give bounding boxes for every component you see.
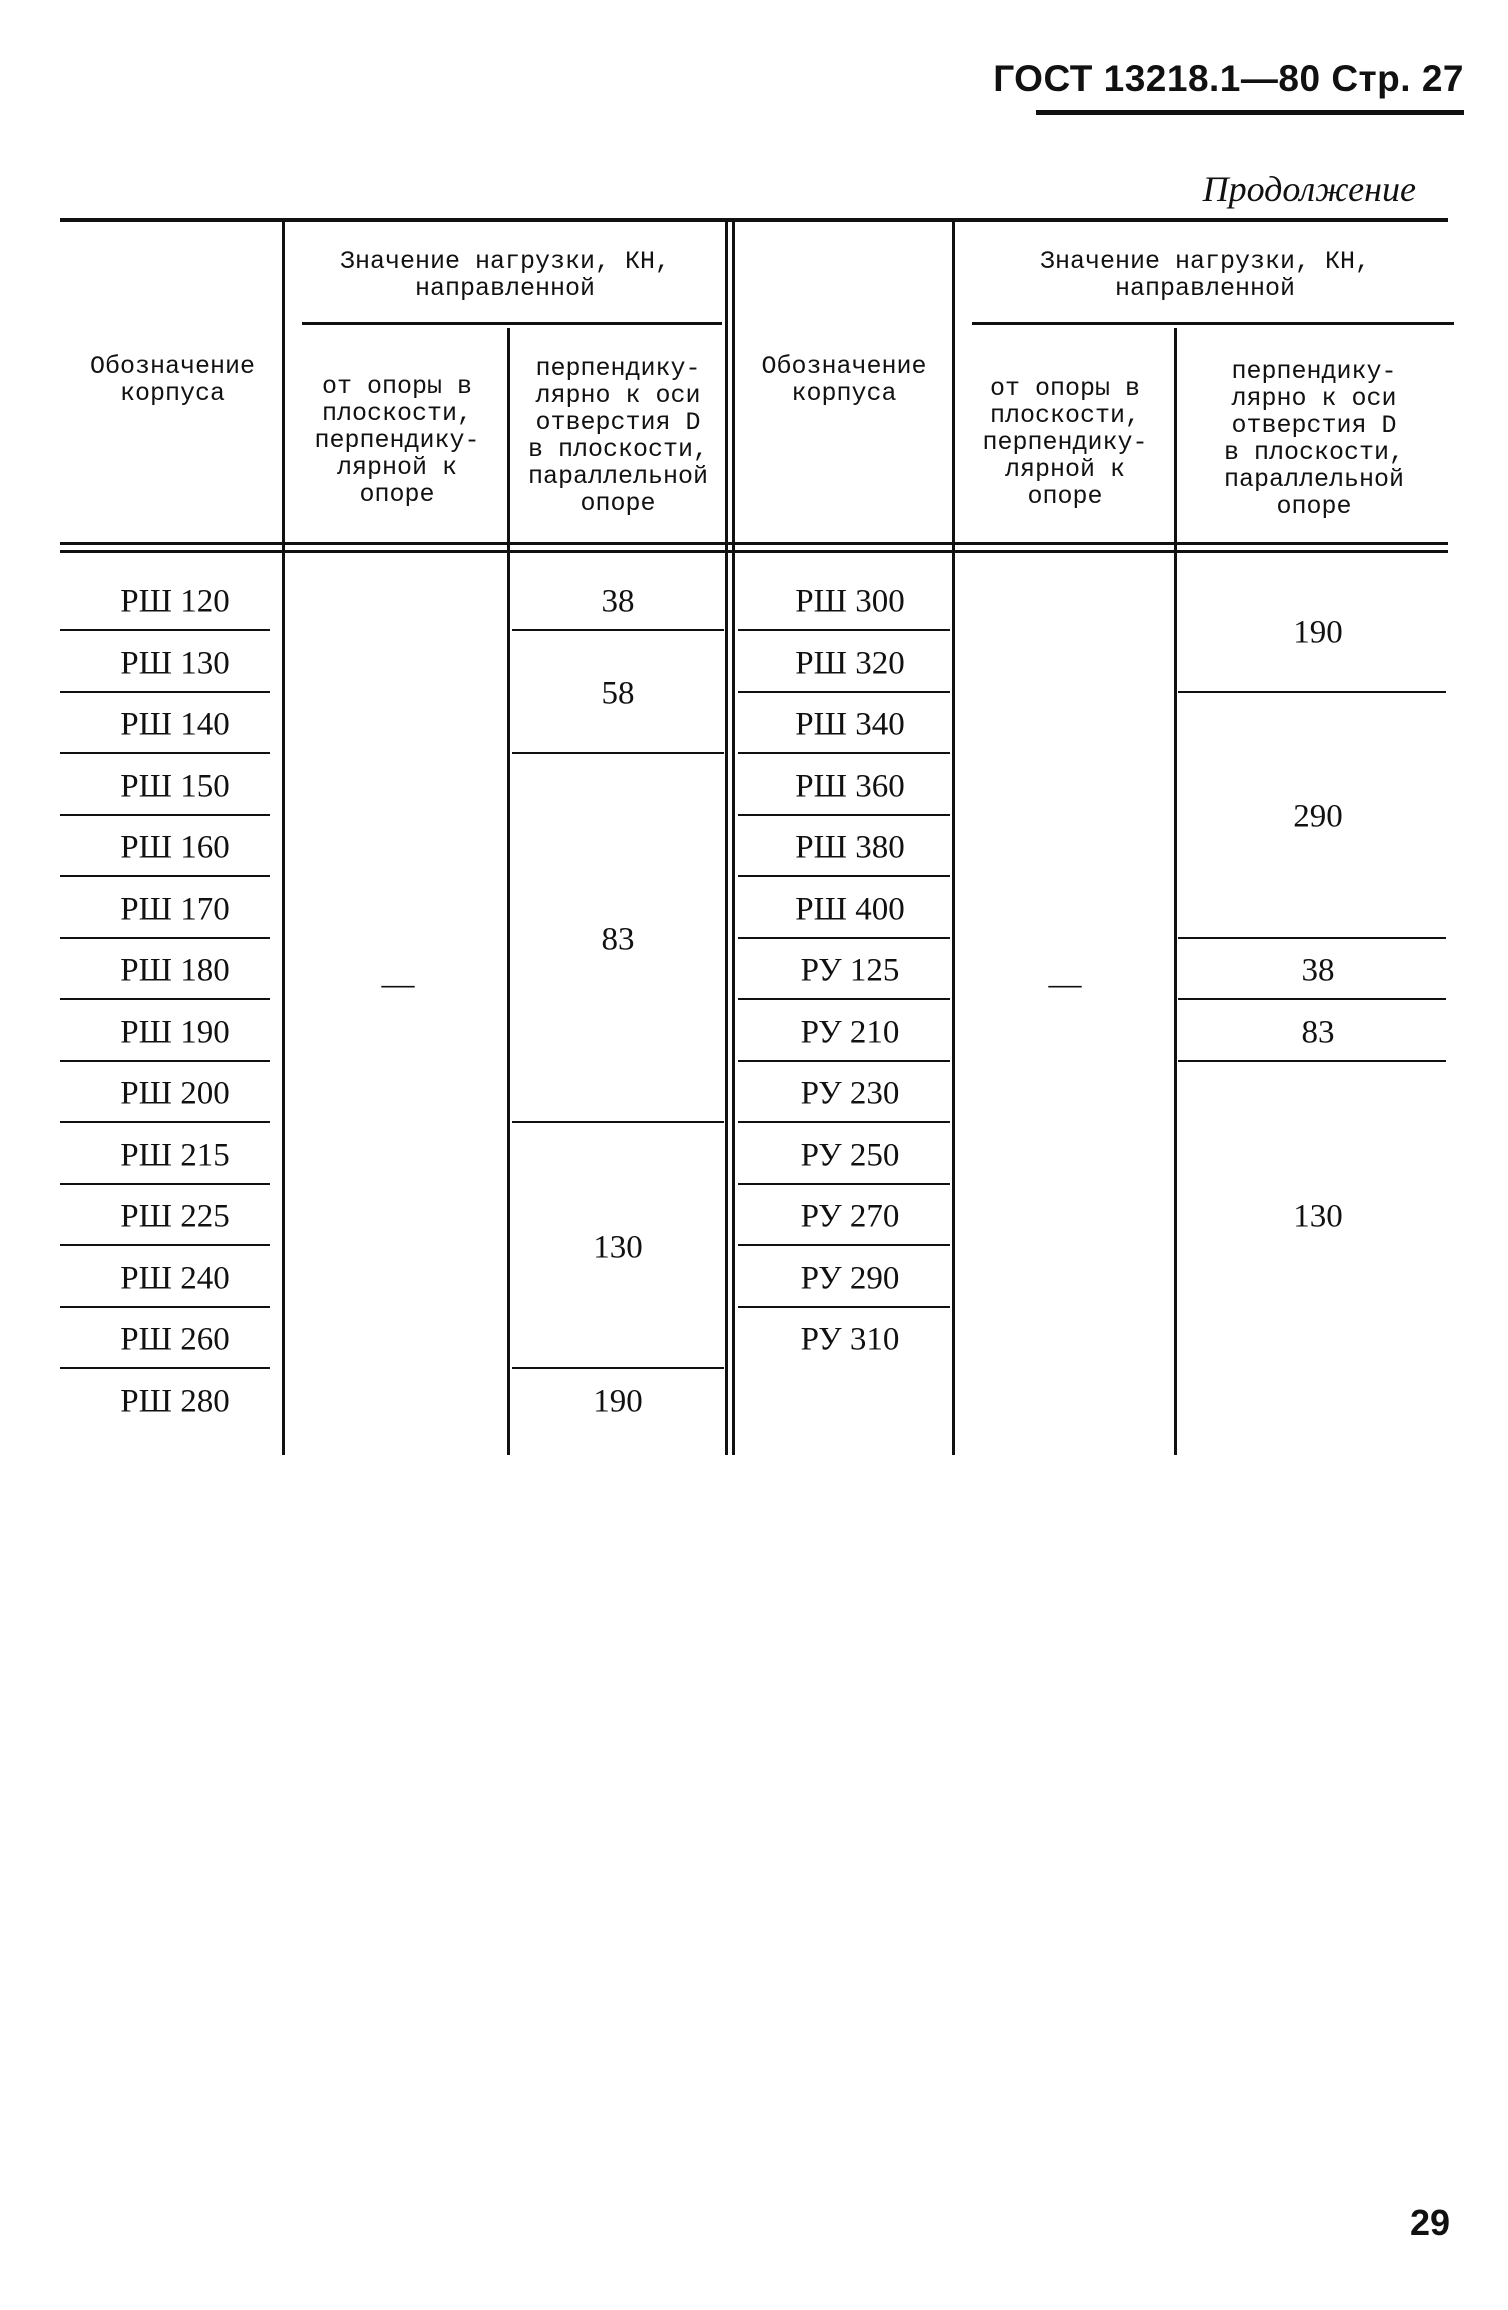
group-rule bbox=[1178, 691, 1446, 693]
row-rule bbox=[738, 998, 950, 1000]
header-bottom-rule-2 bbox=[60, 550, 1448, 553]
header-designation-right: Обозначение корпуса bbox=[761, 352, 927, 408]
row-rule bbox=[738, 1121, 950, 1123]
row-rule bbox=[738, 814, 950, 816]
page-number: 29 bbox=[1409, 2202, 1450, 2243]
row-rule bbox=[738, 752, 950, 754]
group-underline-right bbox=[972, 322, 1454, 325]
continuation-label: Продолжение bbox=[1202, 169, 1416, 209]
table-cell-designation: РШ 190 bbox=[120, 1014, 230, 1050]
row-rule bbox=[60, 629, 270, 631]
table-cell-designation: РШ 150 bbox=[120, 768, 230, 804]
header-load-group-right: Значение нагрузки, КН, направленной bbox=[1039, 247, 1371, 303]
row-rule bbox=[738, 937, 950, 939]
group-rule bbox=[1178, 937, 1446, 939]
table-cell-load-value: 58 bbox=[601, 675, 635, 712]
row-rule bbox=[60, 814, 270, 816]
row-rule bbox=[60, 1244, 270, 1246]
table-cell-designation: РШ 130 bbox=[120, 645, 230, 681]
col-divider-1 bbox=[282, 222, 285, 1455]
group-rule bbox=[512, 1367, 724, 1369]
table-cell-designation: РШ 280 bbox=[120, 1383, 230, 1419]
group-rule bbox=[512, 752, 724, 754]
row-rule bbox=[738, 629, 950, 631]
row-rule bbox=[738, 875, 950, 877]
header-bottom-rule bbox=[60, 542, 1448, 545]
group-underline-left bbox=[302, 322, 722, 325]
document-header bbox=[993, 58, 1464, 100]
row-rule bbox=[60, 1183, 270, 1185]
table-cell-designation: РШ 225 bbox=[120, 1198, 230, 1235]
table-cell-from-support: — bbox=[1048, 966, 1082, 1003]
table-cell-load-value: 83 bbox=[601, 921, 635, 958]
table-cell-designation: РУ 230 bbox=[800, 1075, 900, 1112]
row-rule bbox=[60, 752, 270, 754]
table-cell-designation: РШ 240 bbox=[120, 1260, 230, 1296]
group-rule bbox=[512, 629, 724, 631]
standard-number: ГОСТ 13218.1—80 bbox=[993, 58, 1321, 99]
table-cell-designation: РШ 320 bbox=[795, 645, 905, 681]
group-rule bbox=[512, 1121, 724, 1123]
header-perpendicular-left: перпендику- лярно к оси отверстия D в плоскости, параллельной опоре bbox=[527, 354, 709, 518]
center-divider-a bbox=[725, 222, 728, 1455]
table-cell-designation: РУ 210 bbox=[800, 1014, 900, 1050]
group-rule bbox=[1178, 1060, 1446, 1062]
row-rule bbox=[60, 1121, 270, 1123]
table-cell-designation: РШ 360 bbox=[795, 768, 905, 804]
table-cell-designation: РШ 140 bbox=[120, 706, 230, 743]
table-cell-from-support: — bbox=[381, 966, 415, 1003]
table-cell-designation: РШ 260 bbox=[120, 1321, 230, 1358]
table-cell-designation: РУ 125 bbox=[800, 952, 900, 989]
group-rule bbox=[1178, 998, 1446, 1000]
header-load-group-left: Значение нагрузки, КН, направленной bbox=[339, 247, 671, 303]
center-divider-b bbox=[732, 222, 735, 1455]
table-cell-designation: РУ 290 bbox=[800, 1260, 900, 1296]
table-cell-designation: РШ 340 bbox=[795, 706, 905, 743]
row-rule bbox=[60, 1306, 270, 1308]
table-cell-load-value: 130 bbox=[593, 1229, 643, 1266]
row-rule bbox=[60, 937, 270, 939]
table-cell-designation: РУ 310 bbox=[800, 1321, 900, 1358]
header-designation-left: Обозначение корпуса bbox=[89, 352, 256, 408]
row-rule bbox=[60, 1367, 270, 1369]
table-cell-load-value: 190 bbox=[593, 1383, 643, 1419]
col-divider-2 bbox=[507, 328, 510, 1455]
table-cell-load-value: 83 bbox=[1301, 1014, 1335, 1050]
table-cell-designation: РШ 200 bbox=[120, 1075, 230, 1112]
table-cell-designation: РУ 250 bbox=[800, 1137, 900, 1173]
table-cell-designation: РШ 120 bbox=[120, 583, 230, 620]
row-rule bbox=[738, 1306, 950, 1308]
table-cell-designation: РШ 160 bbox=[120, 829, 230, 866]
table-cell-load-value: 190 bbox=[1293, 614, 1343, 651]
table-cell-load-value: 290 bbox=[1293, 798, 1343, 835]
table-cell-designation: РШ 170 bbox=[120, 891, 230, 927]
header-perpendicular-right: перпендику- лярно к оси отверстия D в плоскости, параллельной опоре bbox=[1223, 357, 1405, 521]
row-rule bbox=[60, 875, 270, 877]
table-cell-load-value: 38 bbox=[601, 583, 635, 620]
row-rule bbox=[60, 998, 270, 1000]
row-rule bbox=[738, 1183, 950, 1185]
header-from-support-right: от опоры в плоскости, перпендику- лярной к опоре bbox=[982, 374, 1148, 511]
row-rule bbox=[60, 1060, 270, 1062]
row-rule bbox=[738, 691, 950, 693]
table-cell-designation: РШ 380 bbox=[795, 829, 905, 866]
table-cell-designation: РШ 215 bbox=[120, 1137, 230, 1173]
table-top-rule bbox=[60, 218, 1448, 222]
table-cell-load-value: 38 bbox=[1301, 952, 1335, 989]
table-cell-load-value: 130 bbox=[1293, 1198, 1343, 1235]
header-from-support-left: от опоры в плоскости, перпендику- лярной к опоре bbox=[314, 372, 480, 509]
col-divider-5 bbox=[1174, 328, 1177, 1455]
page-label: Стр. 27 bbox=[1331, 58, 1464, 99]
table-cell-designation: РШ 400 bbox=[795, 891, 905, 927]
row-rule bbox=[60, 691, 270, 693]
table-cell-designation: РУ 270 bbox=[800, 1198, 900, 1235]
row-rule bbox=[738, 1244, 950, 1246]
col-divider-4 bbox=[952, 222, 955, 1455]
header-rule bbox=[1036, 110, 1464, 115]
table-cell-designation: РШ 300 bbox=[795, 583, 905, 620]
table-cell-designation: РШ 180 bbox=[120, 952, 230, 989]
row-rule bbox=[738, 1060, 950, 1062]
